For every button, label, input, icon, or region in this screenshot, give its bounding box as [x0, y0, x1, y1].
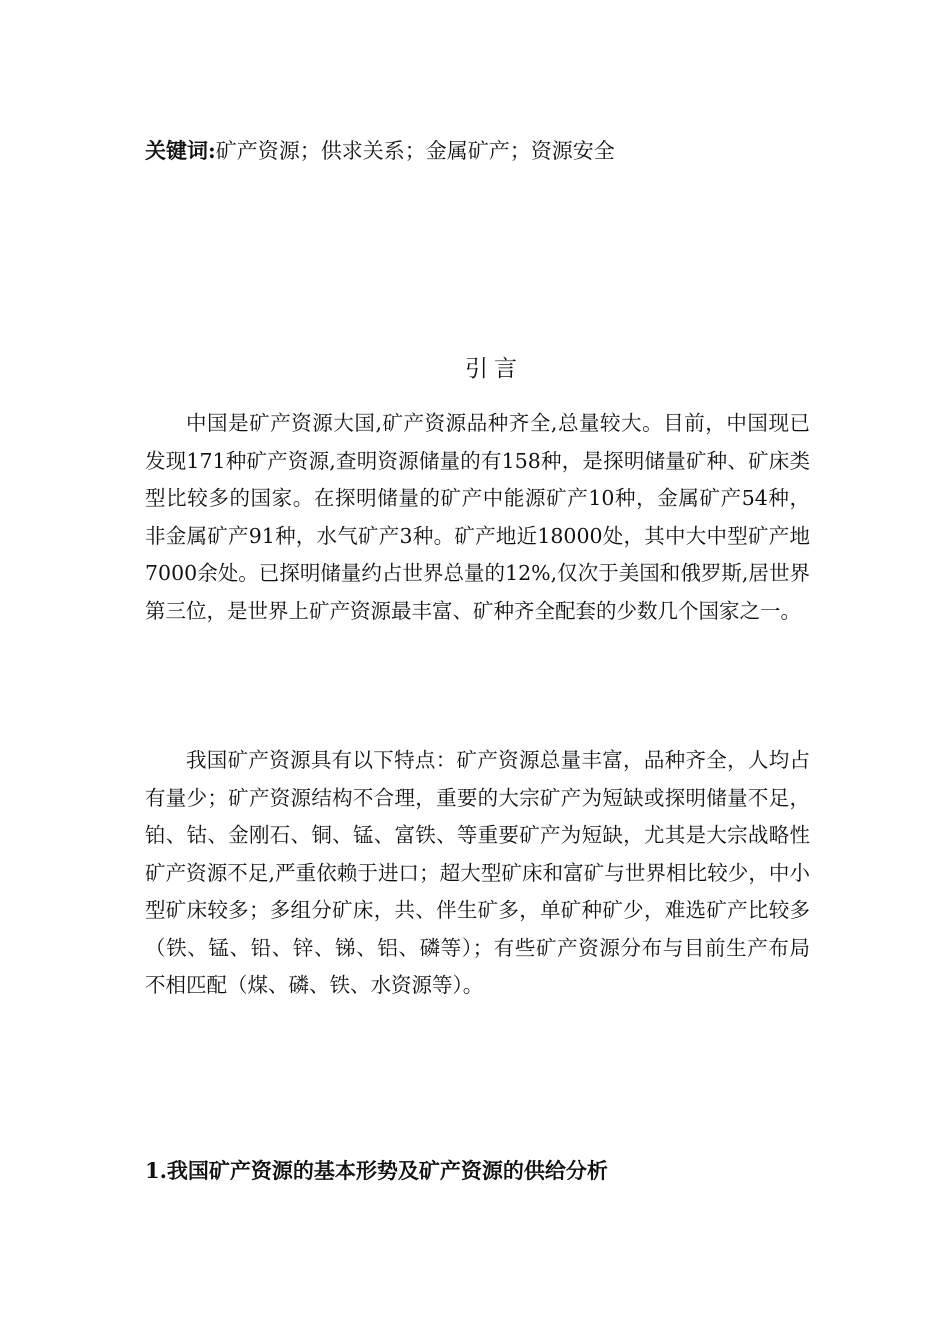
intro-paragraph-2: 我国矿产资源具有以下特点：矿产资源总量丰富，品种齐全，人均占有量少；矿产资源结构不合理，重要的大宗矿产为短缺或探明储量不足，铂、钴、金刚石、铜、锰、富铁、等重要矿产为短缺，尤其是大宗战略性矿产资源不足,严重依赖于进口；超大型矿床和富矿与世界相比较少，中小型矿床较多；多组分矿床，共、伴生矿多，单矿种矿少，难选矿产比较多（铁、锰、铅、锌、锑、铝、磷等）；有些矿产资源分布与目前生产布局不相匹配（煤、磷、铁、水资源等）。 — [145, 748, 810, 997]
keywords-text: 矿产资源；供求关系；金属矿产；资源安全 — [215, 139, 615, 163]
keywords-label: 关键词: — [145, 138, 216, 163]
chapter-heading: 1.我国矿产资源的基本形势及矿产资源的供给分析 — [145, 1158, 608, 1183]
intro-paragraph-1: 中国是矿产资源大国,矿产资源品种齐全,总量较大。目前，中国现已发现171种矿产资源,查明资源储量的有158种，是探明储量矿种、矿床类型比较多的国家。在探明储量的矿产中能源矿产10种，金属矿产54种，非金属矿产91种，水气矿产3种。矿产地近18000处，其中大中型矿产地7000余处。已探明储量约占世界总量的12%,仅次于美国和俄罗斯,居世界第三位，是世界上矿产资源最丰富、矿种齐全配套的少数几个国家之一。 — [145, 411, 810, 623]
keywords-line — [145, 136, 845, 166]
section-title: 引言 — [465, 356, 523, 382]
